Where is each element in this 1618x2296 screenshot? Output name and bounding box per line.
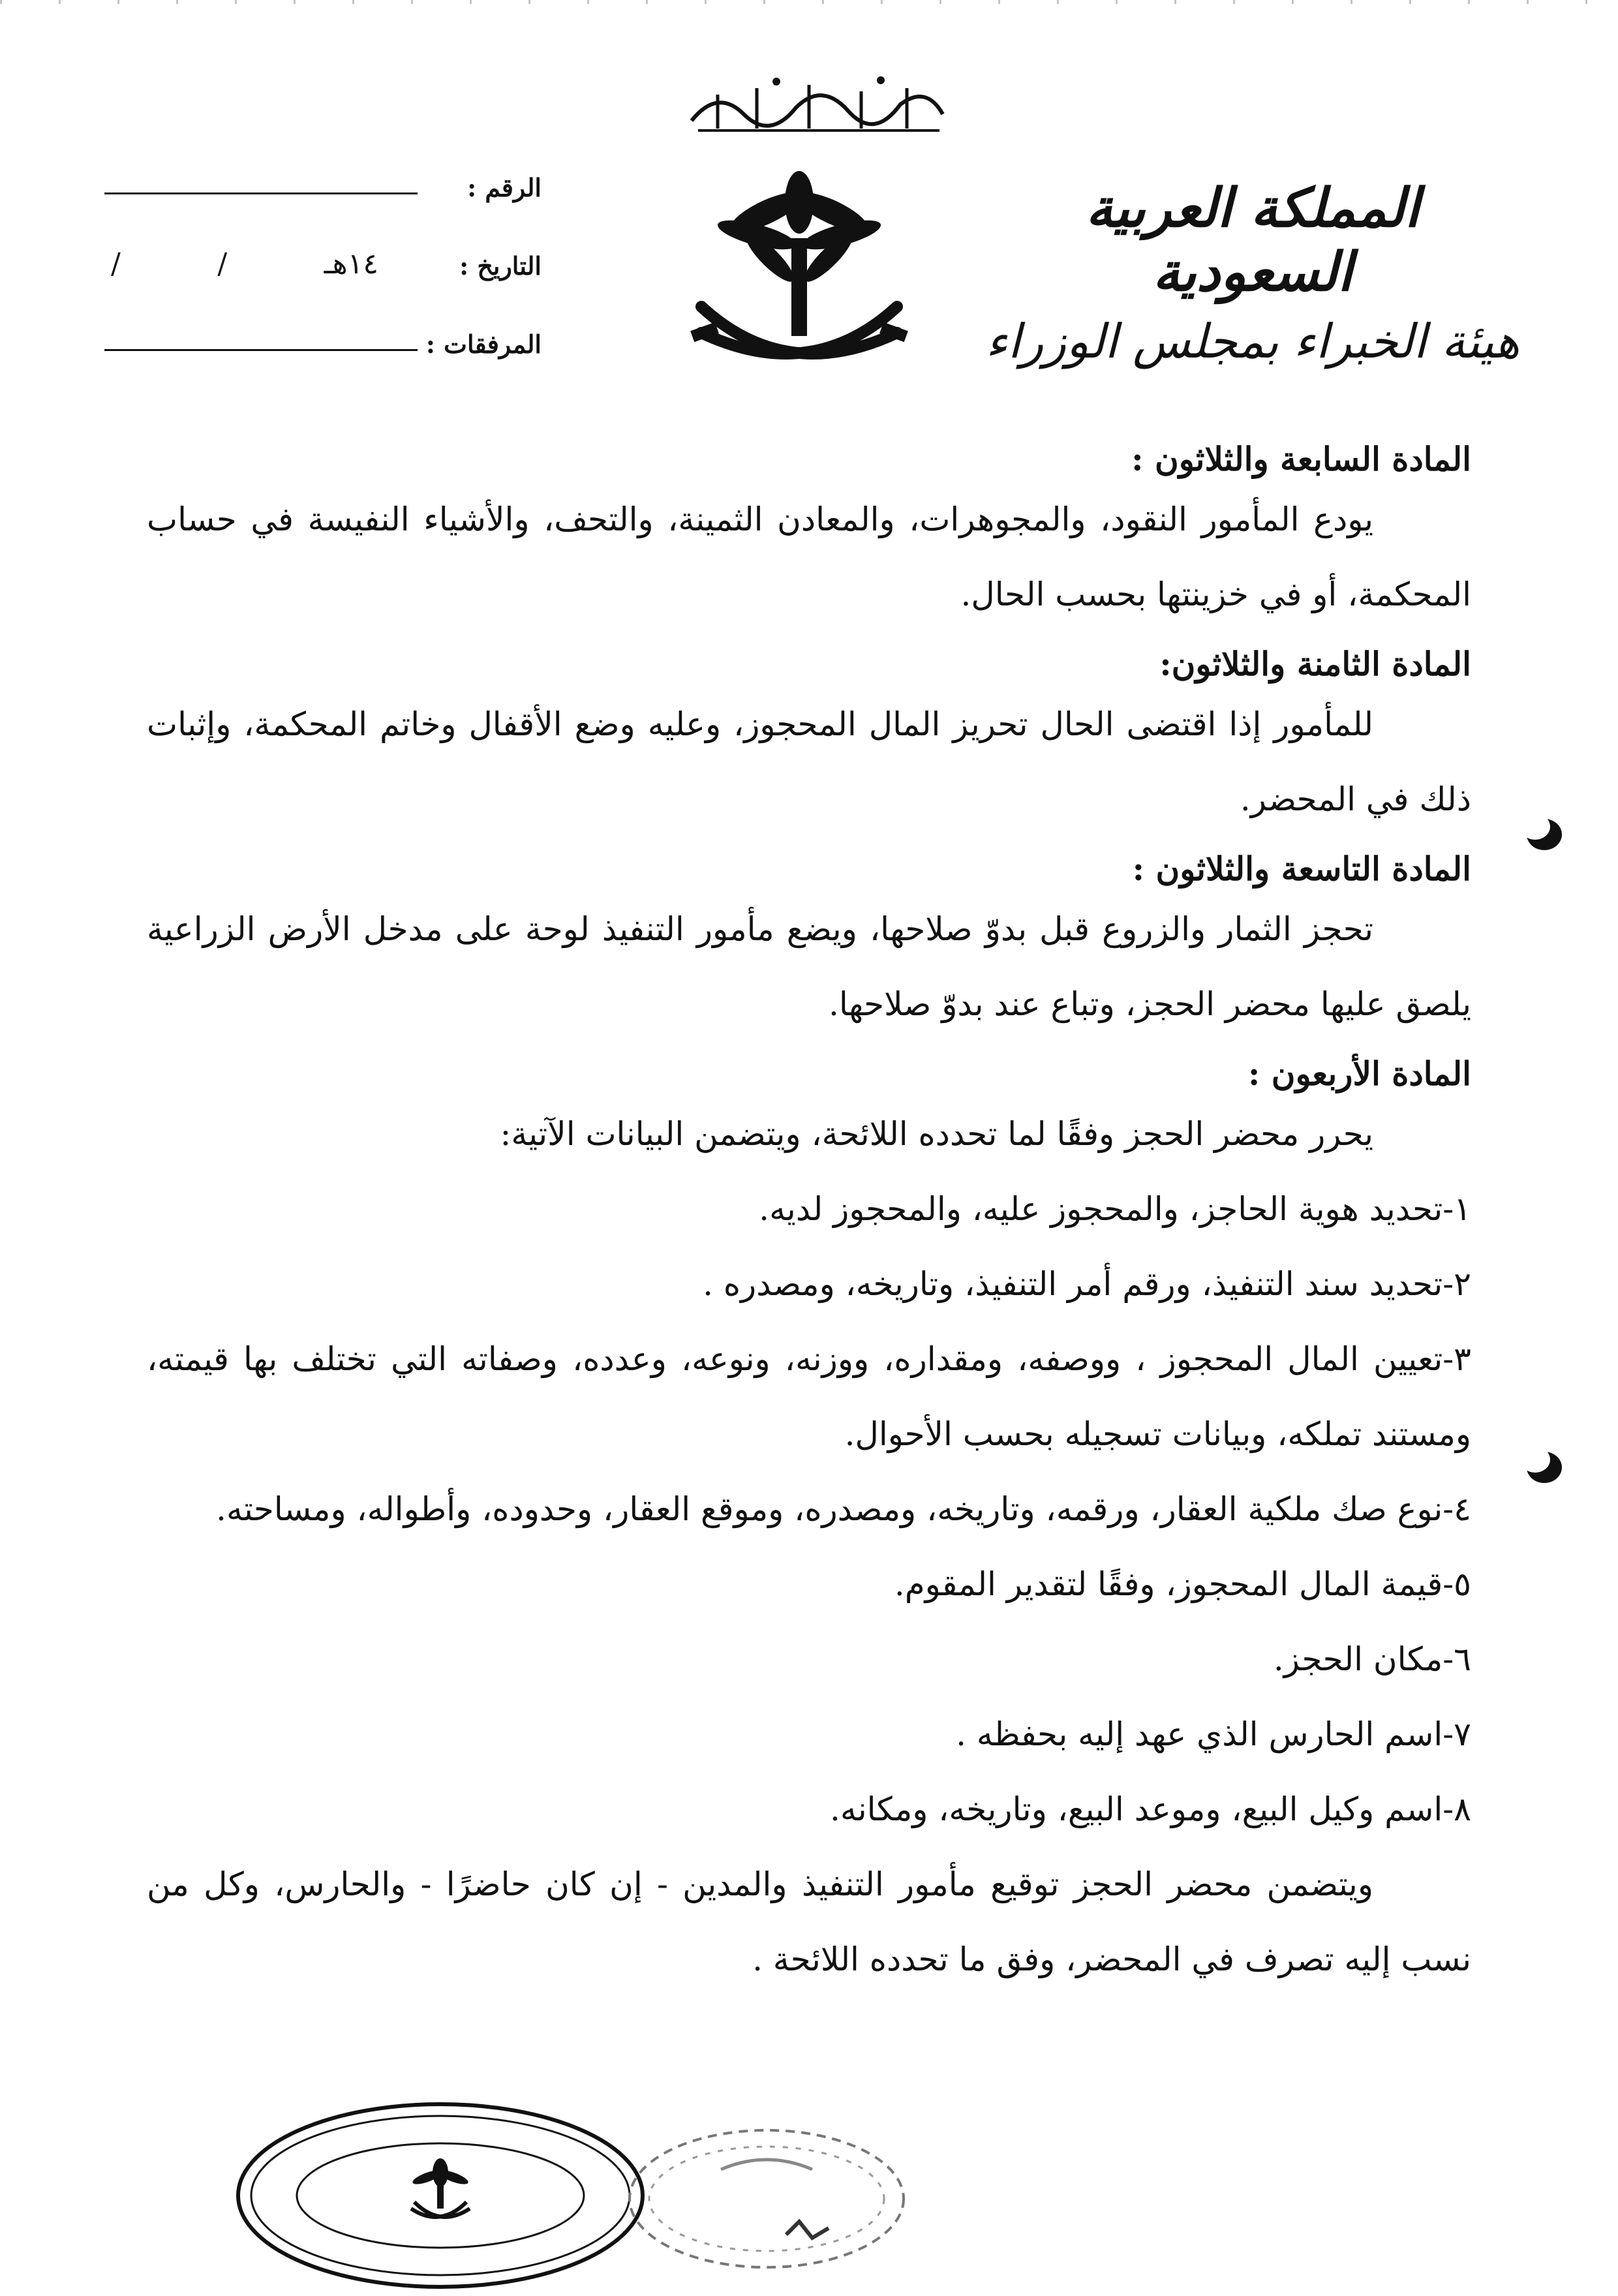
list-item: ٣-تعيين المال المحجوز ، ووصفه، ومقداره، ووزنه، ونوعه، وعدده، وصفاته التي تختلف بها قيمته، ومستند تملكه، وبيانات تسجيله بحسب الأحوال. [147,1340,1471,1453]
list-item: ٦-مكان الحجز. [1273,1640,1471,1678]
scan-ink-blob [1527,819,1562,850]
article-37-text: يودع المأمور النقود، والمجوهرات، والمعادن الثمينة، والتحف، والأشياء النفيسة في حساب المحكمة، أو في خزينتها بحسب الحال. [147,500,1471,613]
article-40-heading: المادة الأربعون : [1247,1054,1471,1093]
organization-header [979,176,1527,372]
article-38-heading: المادة الثامنة والثلاثون: [1159,645,1471,683]
date-label: التاريخ : [459,251,542,281]
ref-label: الرقم : [467,173,542,202]
attachments-label: المرفقات : [425,329,542,359]
bismillah-calligraphy [679,69,953,140]
ref-line [104,192,418,194]
list-item: ٤-نوع صك ملكية العقار، ورقمه، وتاريخه، ومصدره، وموقع العقار، وحدوده، وأطواله، ومساحته. [216,1490,1471,1528]
saudi-emblem-icon [688,166,910,391]
attachments-row [98,329,542,408]
scan-ink-blob [1527,1452,1562,1483]
date-slash: / [111,247,121,281]
attachments-line [104,349,418,351]
date-slash: / [217,247,228,281]
official-seal-stamp-icon [232,2098,649,2293]
list-item: ٢-تحديد سند التنفيذ، ورقم أمر التنفيذ، وتاريخه، ومصدره . [703,1265,1471,1303]
article-40-intro: يحرر محضر الحجز وفقًا لما تحدده اللائحة، ويتضمن البيانات الآتية: [500,1115,1373,1153]
document-meta [98,173,542,408]
list-item: ٥-قيمة المال المحجوز، وفقًا لتقدير المقوم. [894,1565,1471,1603]
ref-row [98,173,542,251]
faded-seal-stamp-icon [623,2124,910,2274]
list-item: ٨-اسم وكيل البيع، وموعد البيع، وتاريخه، ومكانه. [830,1790,1471,1828]
list-item: ١-تحديد هوية الحاجز، والمحجوز عليه، والمحجوز لديه. [759,1190,1471,1228]
article-37-heading: المادة السابعة والثلاثون : [1131,440,1471,478]
list-item: ٧-اسم الحارس الذي عهد إليه بحفظه . [956,1715,1471,1753]
date-field [98,247,418,281]
article-40-closing: ويتضمن محضر الحجز توقيع مأمور التنفيذ والمدين - إن كان حاضرًا - والحارس، وكل من نسب إليه تصرف في المحضر، وفق ما تحدده اللائحة . [147,1865,1471,1978]
date-hijri-suffix: ١٤هـ [324,247,378,281]
document-body [147,427,1471,1997]
authority-name: هيئة الخبراء بمجلس الوزراء [985,313,1520,369]
article-39-heading: المادة التاسعة والثلاثون : [1132,850,1471,888]
scan-edge-specks [0,0,1618,4]
article-39-text: تحجز الثمار والزروع قبل بدوّ صلاحها، ويضع مأمور التنفيذ لوحة على مدخل الأرض الزراعية يلصق عليها محضر الحجز، وتباع عند بدوّ صلاحها. [147,910,1471,1023]
country-name: المملكة العربية السعودية [1086,177,1420,304]
article-38-text: للمأمور إذا اقتضى الحال تحريز المال المحجوز، وعليه وضع الأقفال وخاتم المحكمة، وإثبات ذلك في المحضر. [147,705,1471,818]
date-row [98,247,542,329]
